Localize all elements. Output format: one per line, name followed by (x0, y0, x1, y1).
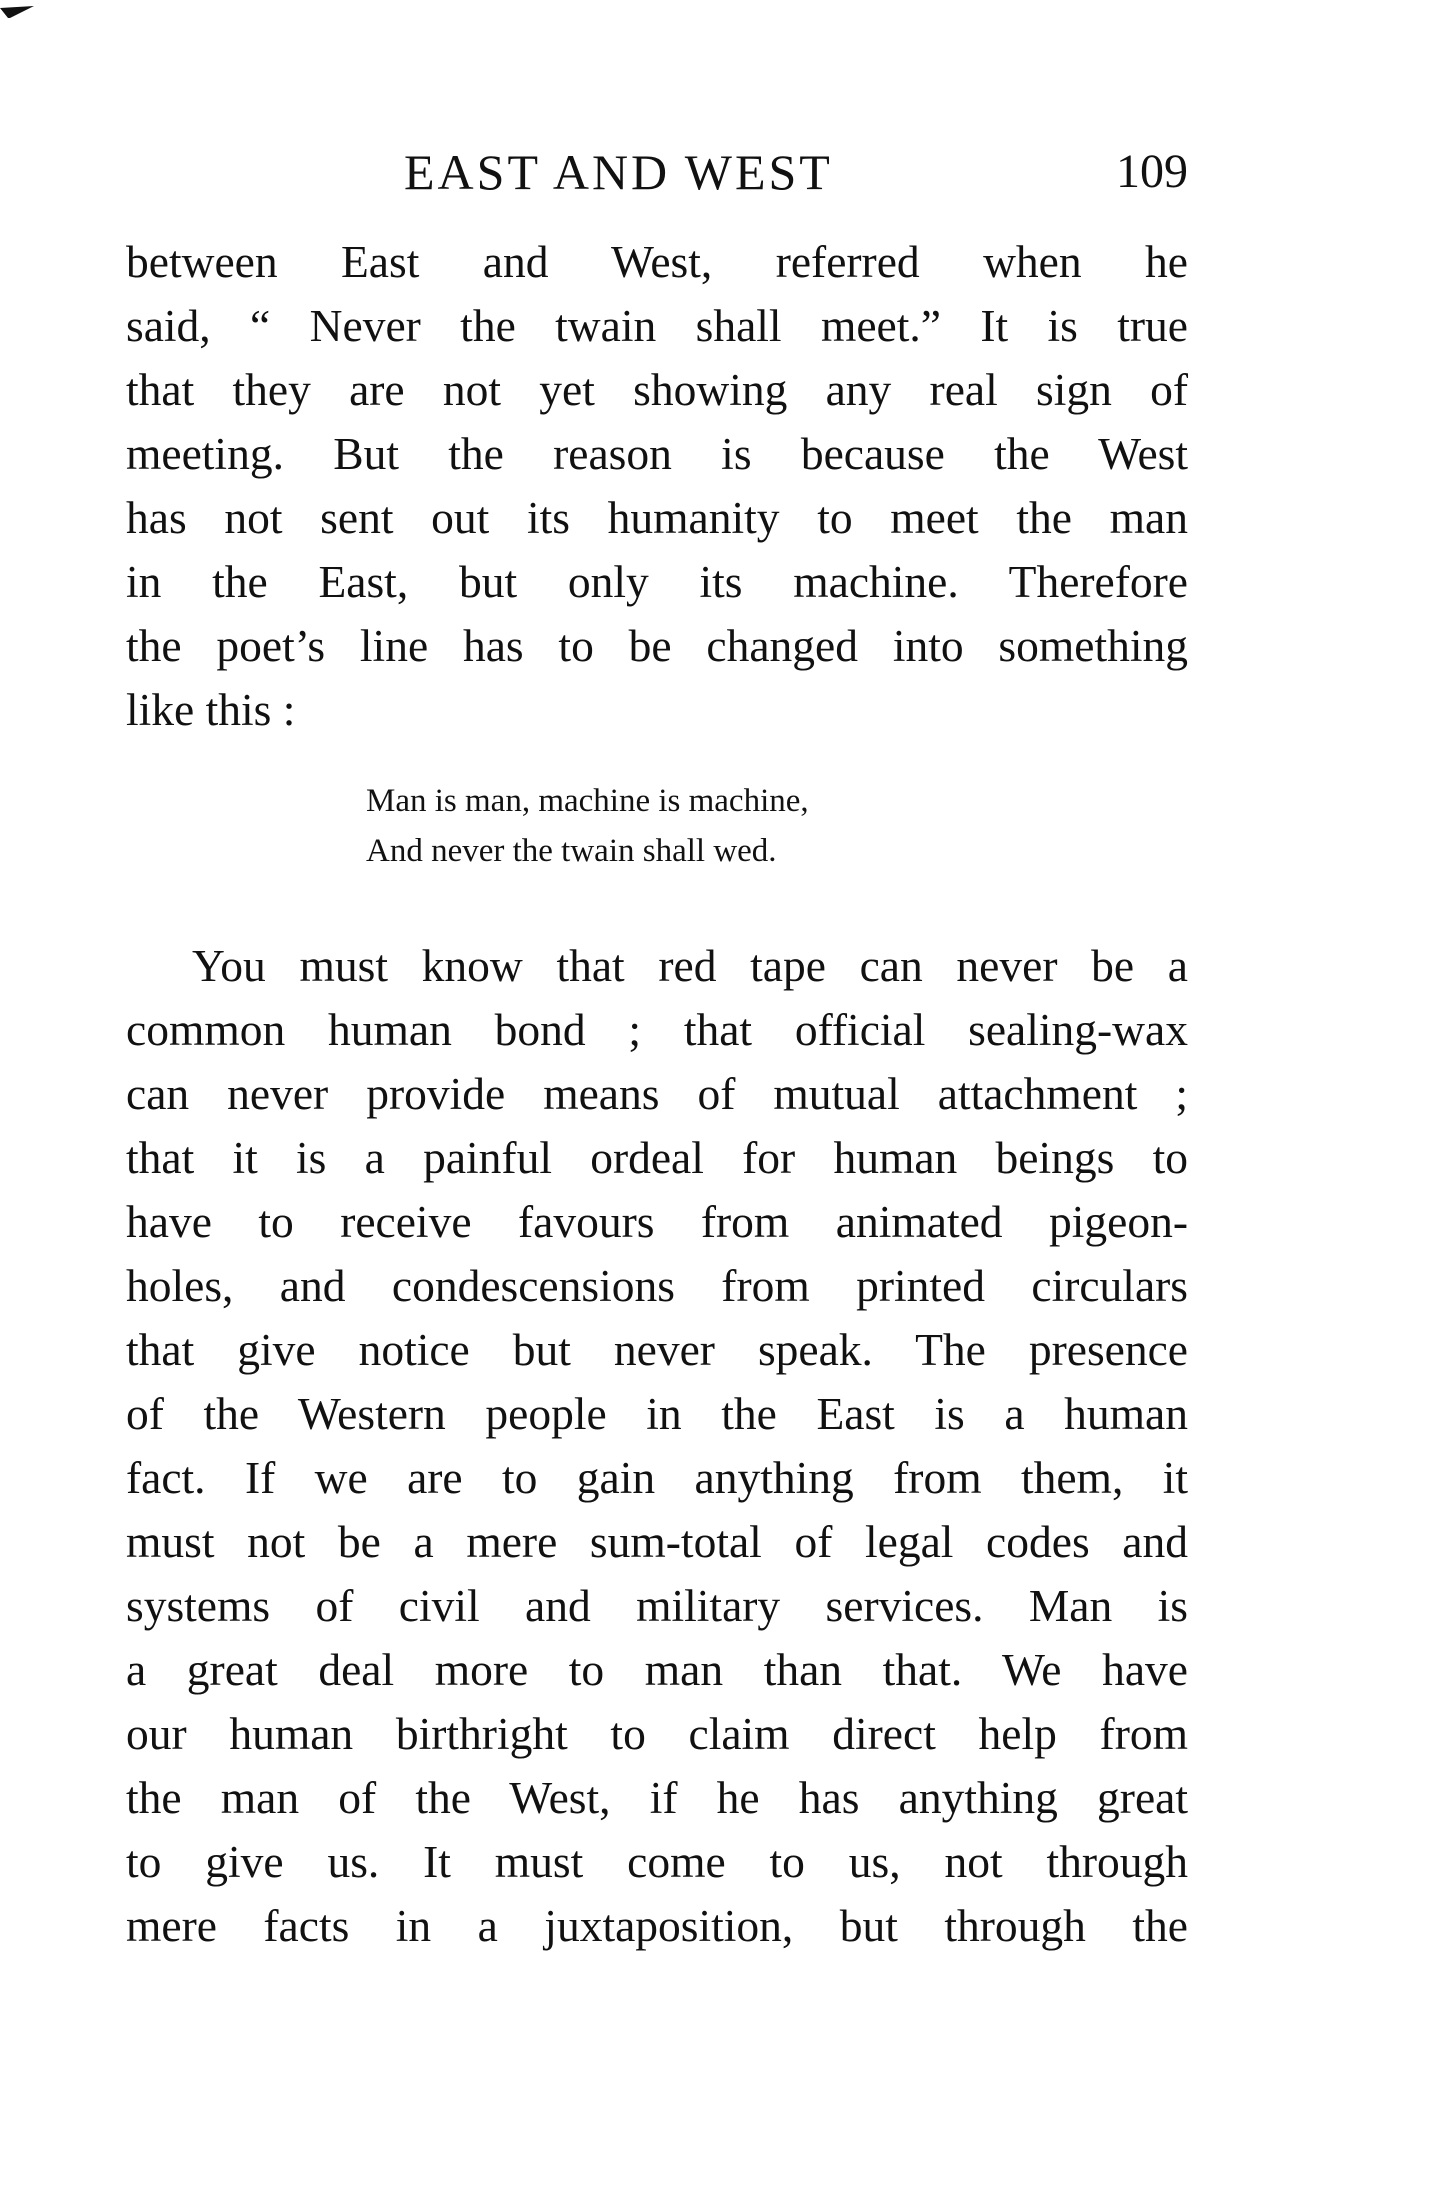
text-line: that they are not yet showing any real sign of (126, 364, 1188, 415)
text-line: common human bond ; that official sealing-wax (126, 1004, 1188, 1055)
text-line: systems of civil and military services. Man is (126, 1580, 1188, 1631)
paragraph-2 (126, 934, 1188, 1958)
text-line: holes, and condescensions from printed circulars (126, 1260, 1188, 1311)
text-line: that give notice but never speak. The presence (126, 1324, 1188, 1375)
text-line: our human birthright to claim direct help from (126, 1708, 1188, 1759)
text-line: in the East, but only its machine. Therefore (126, 556, 1188, 607)
text-line: meeting. But the reason is because the West (126, 428, 1188, 479)
text-line: fact. If we are to gain anything from them, it (126, 1452, 1188, 1503)
text-line: the poet’s line has to be changed into something (126, 620, 1188, 671)
running-title: EAST AND WEST (404, 144, 833, 200)
verse-line: And never the twain shall wed. (366, 833, 777, 869)
text-line: to give us. It must come to us, not through (126, 1836, 1188, 1887)
text-line: of the Western people in the East is a human (126, 1388, 1188, 1439)
text-line: a great deal more to man than that. We have (126, 1644, 1188, 1695)
text-line: the man of the West, if he has anything great (126, 1772, 1188, 1823)
text-line: mere facts in a juxtaposition, but through the (126, 1900, 1188, 1951)
text-line: has not sent out its humanity to meet the man (126, 492, 1188, 543)
text-line: have to receive favours from animated pigeon- (126, 1196, 1188, 1247)
verse-line: Man is man, machine is machine, (366, 783, 809, 819)
text-line: between East and West, referred when he (126, 236, 1188, 287)
paragraph-1 (126, 230, 1188, 742)
text-line: You must know that red tape can never be a (192, 940, 1188, 991)
running-head (126, 142, 1188, 202)
verse-quote (366, 776, 809, 876)
page-number: 109 (1116, 145, 1188, 198)
text-line: can never provide means of mutual attachment ; (126, 1068, 1188, 1119)
text-line: that it is a painful ordeal for human beings to (126, 1132, 1188, 1183)
text-line: like this : (126, 684, 296, 735)
text-line: must not be a mere sum-total of legal codes and (126, 1516, 1188, 1567)
corner-mark (0, 6, 36, 20)
text-line: said, “ Never the twain shall meet.” It is true (126, 300, 1188, 351)
